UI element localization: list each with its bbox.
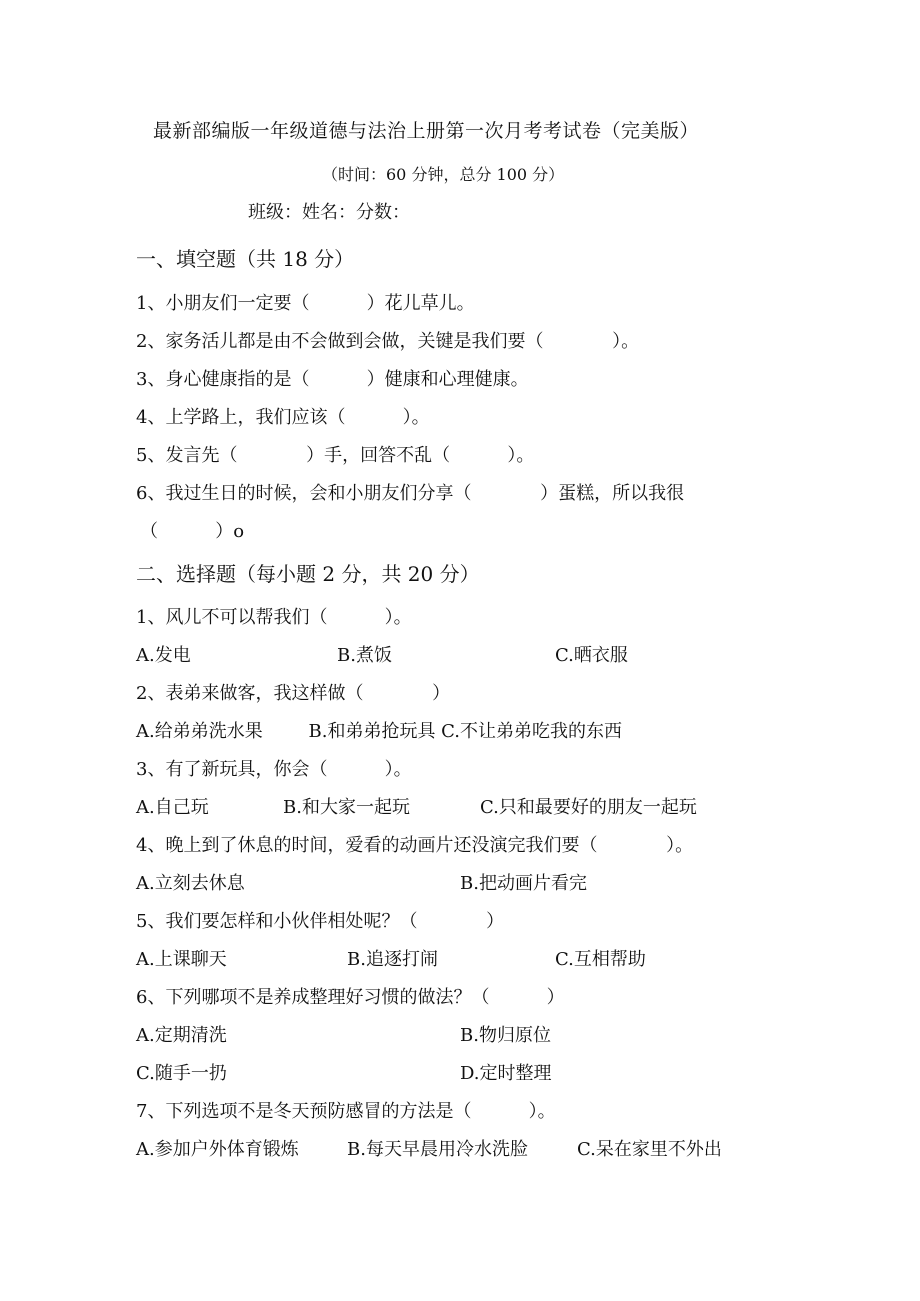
choice-3-option-b: B.和大家一起玩 bbox=[283, 797, 410, 818]
fill-question-3: 3、身心健康指的是（ ）健康和心理健康。 bbox=[136, 369, 529, 390]
choice-1-option-a: A.发电 bbox=[136, 645, 191, 666]
choice-6-option-a: A.定期清洗 bbox=[136, 1025, 227, 1046]
choice-4-option-a: A.立刻去休息 bbox=[136, 873, 245, 894]
choice-3-option-c: C.只和最要好的朋友一起玩 bbox=[480, 797, 697, 818]
choice-1-option-c: C.晒衣服 bbox=[555, 645, 628, 666]
fill-question-6-continued: （ ）o bbox=[140, 521, 245, 542]
student-info-line: 班级：姓名：分数： bbox=[248, 202, 410, 223]
choice-question-3: 3、有了新玩具，你会（ ）。 bbox=[136, 759, 412, 780]
choice-1-option-b: B.煮饭 bbox=[337, 645, 392, 666]
choice-5-option-b: B.追逐打闹 bbox=[347, 949, 438, 970]
choice-5-option-a: A.上课聊天 bbox=[136, 949, 227, 970]
choice-question-2: 2、表弟来做客，我这样做（ ） bbox=[136, 683, 451, 704]
section-1-heading: 一、填空题（共 18 分） bbox=[136, 247, 355, 271]
section-2-heading: 二、选择题（每小题 2 分，共 20 分） bbox=[136, 562, 480, 586]
fill-question-1: 1、小朋友们一定要（ ）花儿草儿。 bbox=[136, 293, 475, 314]
fill-question-2: 2、家务活儿都是由不会做到会做，关键是我们要（ ）。 bbox=[136, 331, 640, 352]
choice-6-option-b: B.物归原位 bbox=[460, 1025, 551, 1046]
choice-question-7: 7、下列选项不是冬天预防感冒的方法是（ ）。 bbox=[136, 1101, 556, 1122]
choice-question-1: 1、风儿不可以帮我们（ ）。 bbox=[136, 607, 412, 628]
choice-6-option-d: D.定时整理 bbox=[460, 1063, 552, 1084]
choice-7-option-b: B.每天早晨用冷水洗脸 bbox=[347, 1139, 528, 1160]
fill-question-5: 5、发言先（ ）手，回答不乱（ ）。 bbox=[136, 445, 535, 466]
choice-7-option-a: A.参加户外体育锻炼 bbox=[136, 1139, 299, 1160]
fill-question-6: 6、我过生日的时候，会和小朋友们分享（ ）蛋糕，所以我很 bbox=[136, 483, 685, 504]
choice-5-option-c: C.互相帮助 bbox=[555, 949, 646, 970]
choice-4-option-b: B.把动画片看完 bbox=[460, 873, 587, 894]
choice-question-5: 5、我们要怎样和小伙伴相处呢？（ ） bbox=[136, 911, 505, 932]
choice-3-option-a: A.自己玩 bbox=[136, 797, 209, 818]
choice-2-options: A.给弟弟洗水果 B.和弟弟抢玩具 C.不让弟弟吃我的东西 bbox=[136, 721, 623, 742]
page-title: 最新部编版一年级道德与法治上册第一次月考考试卷（完美版） bbox=[153, 120, 700, 142]
choice-question-6: 6、下列哪项不是养成整理好习惯的做法？（ ） bbox=[136, 987, 565, 1008]
exam-subtitle: （时间：60 分钟，总分 100 分） bbox=[322, 165, 565, 184]
choice-7-option-c: C.呆在家里不外出 bbox=[577, 1139, 722, 1160]
fill-question-4: 4、上学路上，我们应该（ ）。 bbox=[136, 407, 430, 428]
choice-question-4: 4、晚上到了休息的时间，爱看的动画片还没演完我们要（ ）。 bbox=[136, 835, 694, 856]
choice-6-option-c: C.随手一扔 bbox=[136, 1063, 227, 1084]
